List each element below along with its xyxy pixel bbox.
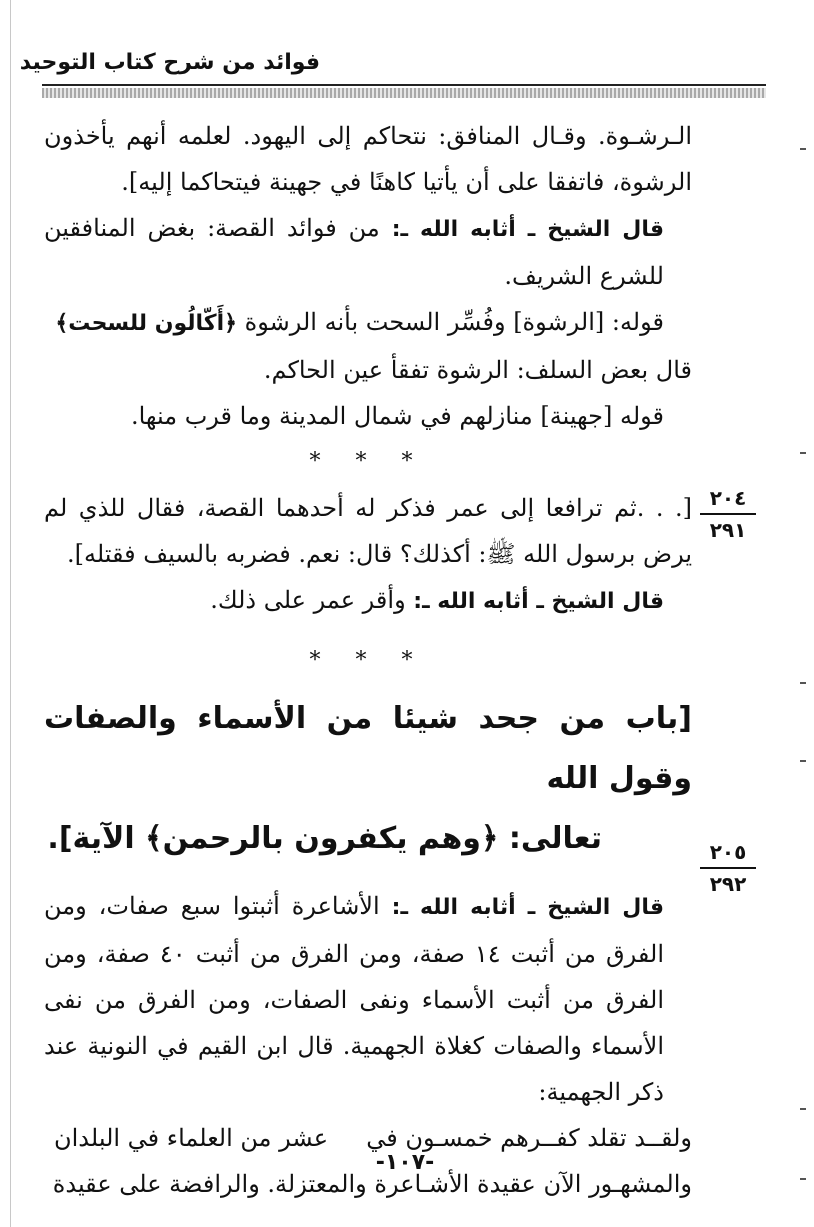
header-rule <box>42 84 766 86</box>
ref-fraction-bar <box>700 867 756 869</box>
reference-number-204 <box>696 486 760 542</box>
margin-tick <box>800 1108 806 1110</box>
margin-tick <box>800 148 806 150</box>
reference-number-205 <box>696 840 760 896</box>
paragraph-sheikh-comment-3 <box>44 883 692 1115</box>
qawluh-text: قوله: [الرشوة] وفُسِّر السحت بأنه الرشوة <box>244 308 664 336</box>
margin-tick <box>800 760 806 762</box>
header-band <box>42 88 766 98</box>
paragraph-sheikh-comment-1 <box>44 205 692 299</box>
ref-top: ٢٠٥ <box>709 840 747 864</box>
paragraph-hadith-204: [. . .ثم ترافعا إلى عمر فذكر له أحدهما القصة، فقال للذي لم يرض برسول الله ﷺ: أكذلك؟ قال: نعم. فضربه بالسيف فقتله]. <box>44 494 692 568</box>
paragraph-salaf: قال بعض السلف: الرشوة تفقأ عين الحاكم. <box>263 356 692 384</box>
section-divider-stars: * * * <box>309 648 427 673</box>
quran-quote: ﴿أَكّالُون للسحت﴾ <box>55 311 238 336</box>
page-body <box>44 113 692 1207</box>
paragraph-rashwa <box>44 299 692 347</box>
chapter-line-1: [باب من جحد شيئا من الأسماء والصفات وقول الله <box>44 701 692 796</box>
speaker-label: قال الشيخ ـ أثابه الله ـ: <box>391 895 664 920</box>
margin-tick <box>800 452 806 454</box>
chapter-heading <box>44 689 692 869</box>
margin-tick <box>800 682 806 684</box>
running-header-title: فوائد من شرح كتاب التوحيد <box>19 50 320 75</box>
paragraph-juhayna: قوله [جهينة] منازلهم في شمال المدينة وما قرب منها. <box>130 402 664 430</box>
comment-text: وأقر عمر على ذلك. <box>210 586 406 614</box>
paragraph-story-end: الـرشـوة. وقـال المنافق: نتحاكم إلى اليهود. لعلمه أنهم يأخذون الرشوة، فاتفقا على أن يأتيا كاهنًا في جهينة فيتحاكما إليه]. <box>44 122 692 196</box>
paragraph-last-line: والمشهـور الآن عقيدة الأشـاعرة والمعتزلة. والرافضة على عقيدة <box>52 1170 692 1198</box>
comment-text: من فوائد القصة: بغض المنافقين للشرع الشريف. <box>44 214 664 290</box>
speaker-label: قال الشيخ ـ أثابه الله ـ: <box>413 589 664 614</box>
scan-edge-line <box>10 0 11 1227</box>
poetry-verse: ولقــد تقلد كفــرهم خمسـون في عشر من العلماء في البلدان <box>53 1124 692 1152</box>
ref-bottom: ٢٩٢ <box>709 872 747 896</box>
speaker-label: قال الشيخ ـ أثابه الله ـ: <box>391 217 665 242</box>
margin-tick <box>800 1178 806 1180</box>
comment-text: الأشاعرة أثبتوا سبع صفات، ومن الفرق من أثبت ١٤ صفة، ومن الفرق من أثبت ٤٠ صفة، ومن الفرق من أثبت الأسماء ونفى الصفات، ومن الفرق من نفى الأسماء والصفات كغلاة الجهمية. قال ابن القيم في النونية عند ذكر الجهمية: <box>44 892 665 1106</box>
paragraph-sheikh-comment-2 <box>44 577 692 625</box>
ref-top: ٢٠٤ <box>709 486 747 510</box>
ref-bottom: ٢٩١ <box>709 518 747 542</box>
section-divider-stars: * * * <box>309 449 427 474</box>
chapter-line-2: تعالى: ﴿وهم يكفرون بالرحمن﴾ الآية]. <box>47 821 602 856</box>
ref-fraction-bar <box>700 513 756 515</box>
page-number: -١٠٧- <box>375 1150 435 1175</box>
